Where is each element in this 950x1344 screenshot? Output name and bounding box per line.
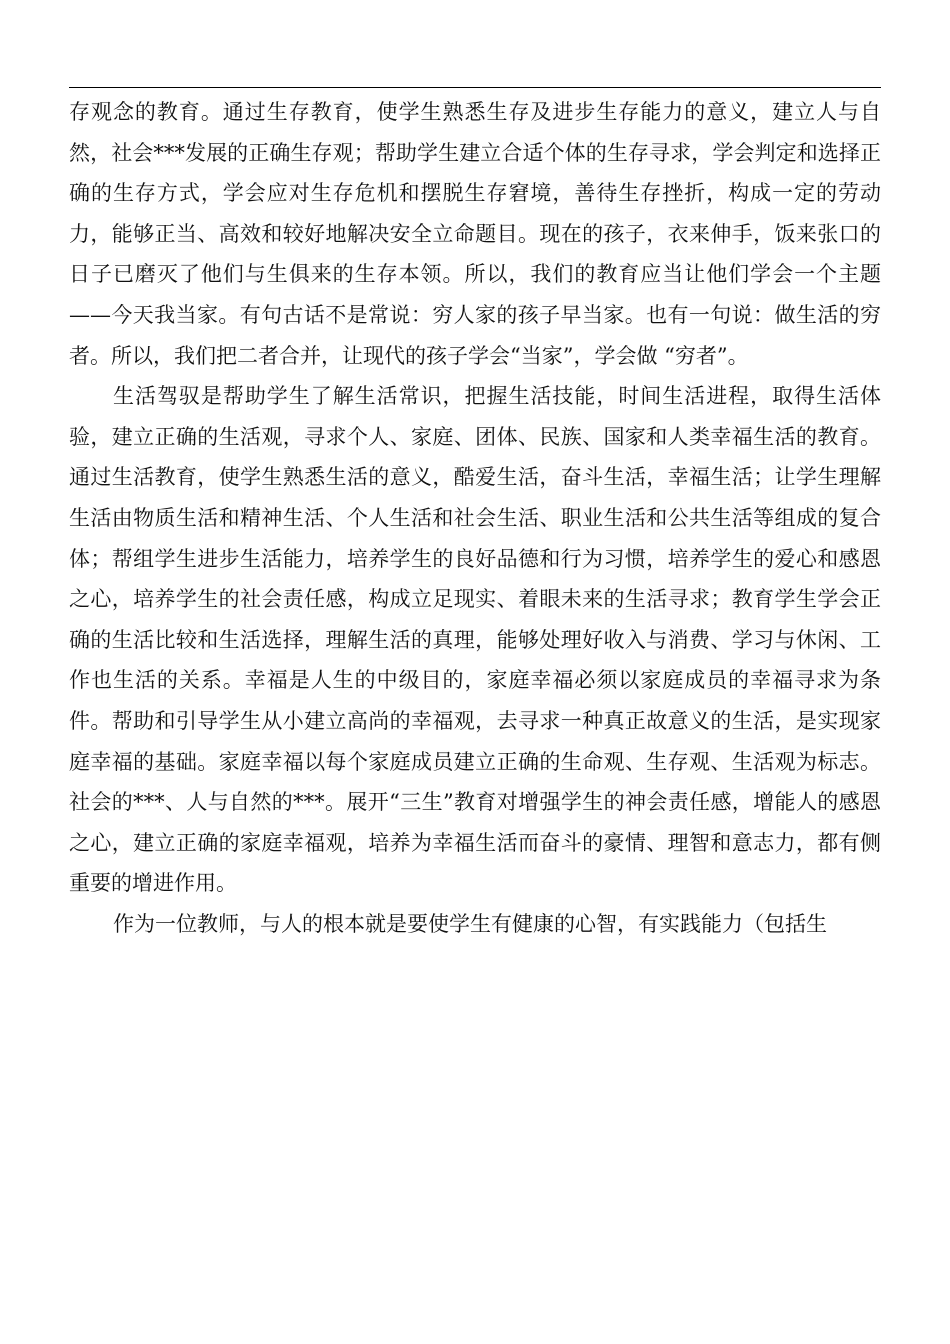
paragraph-1: 存观念的教育。通过生存教育，使学生熟悉生存及进步生存能力的意义，建立人与自然，社会***发展的正确生存观；帮助学生建立合适个体的生存寻求，学会判定和选择正确的生存方式，学会应对生存危机和摆脱生存窘境，善待生存挫折，构成一定的劳动力，能够正当、高效和较好地解决安全立命题目。现在的孩子，衣来伸手，饭来张口的日子已磨灭了他们与生俱来的生存本领。所以，我们的教育应当让他们学会一个主题——今天我当家。有句古话不是常说：穷人家的孩子早当家。也有一句说：做生活的穷者。所以，我们把二者合并，让现代的孩子学会“当家”，学会做 “穷者”。 — [69, 100, 881, 368]
paragraph-3: 作为一位教师，与人的根本就是要使学生有健康的心智，有实践能力（包括生 — [113, 911, 827, 936]
paragraph-2: 生活驾驭是帮助学生了解生活常识，把握生活技能，时间生活进程，取得生活体验，建立正确的生活观，寻求个人、家庭、团体、民族、国家和人类幸福生活的教育。通过生活教育，使学生熟悉生活的意义，酷爱生活，奋斗生活，幸福生活；让学生理解生活由物质生活和精神生活、个人生活和社会生活、职业生活和公共生活等组成的复合体；帮组学生进步生活能力，培养学生的良好品德和行为习惯，培养学生的爱心和感恩之心，培养学生的社会责任感，构成立足现实、着眼未来的生活寻求；教育学生学会正确的生活比较和生活选择，理解生活的真理，能够处理好收入与消费、学习与休闲、工作也生活的关系。幸福是人生的中级目的，家庭幸福必须以家庭成员的幸福寻求为条件。帮助和引导学生从小建立高尚的幸福观，去寻求一种真正故意义的生活，是实现家庭幸福的基础。家庭幸福以每个家庭成员建立正确的生命观、生存观、生活观为标志。社会的***、人与自然的***。展开“三生”教育对增强学生的神会责任感，增能人的感恩之心，建立正确的家庭幸福观，培养为幸福生活而奋斗的豪情、理智和意志力，都有侧重要的增进作用。 — [69, 384, 881, 896]
body-text — [69, 92, 881, 944]
header-rule — [69, 87, 881, 88]
